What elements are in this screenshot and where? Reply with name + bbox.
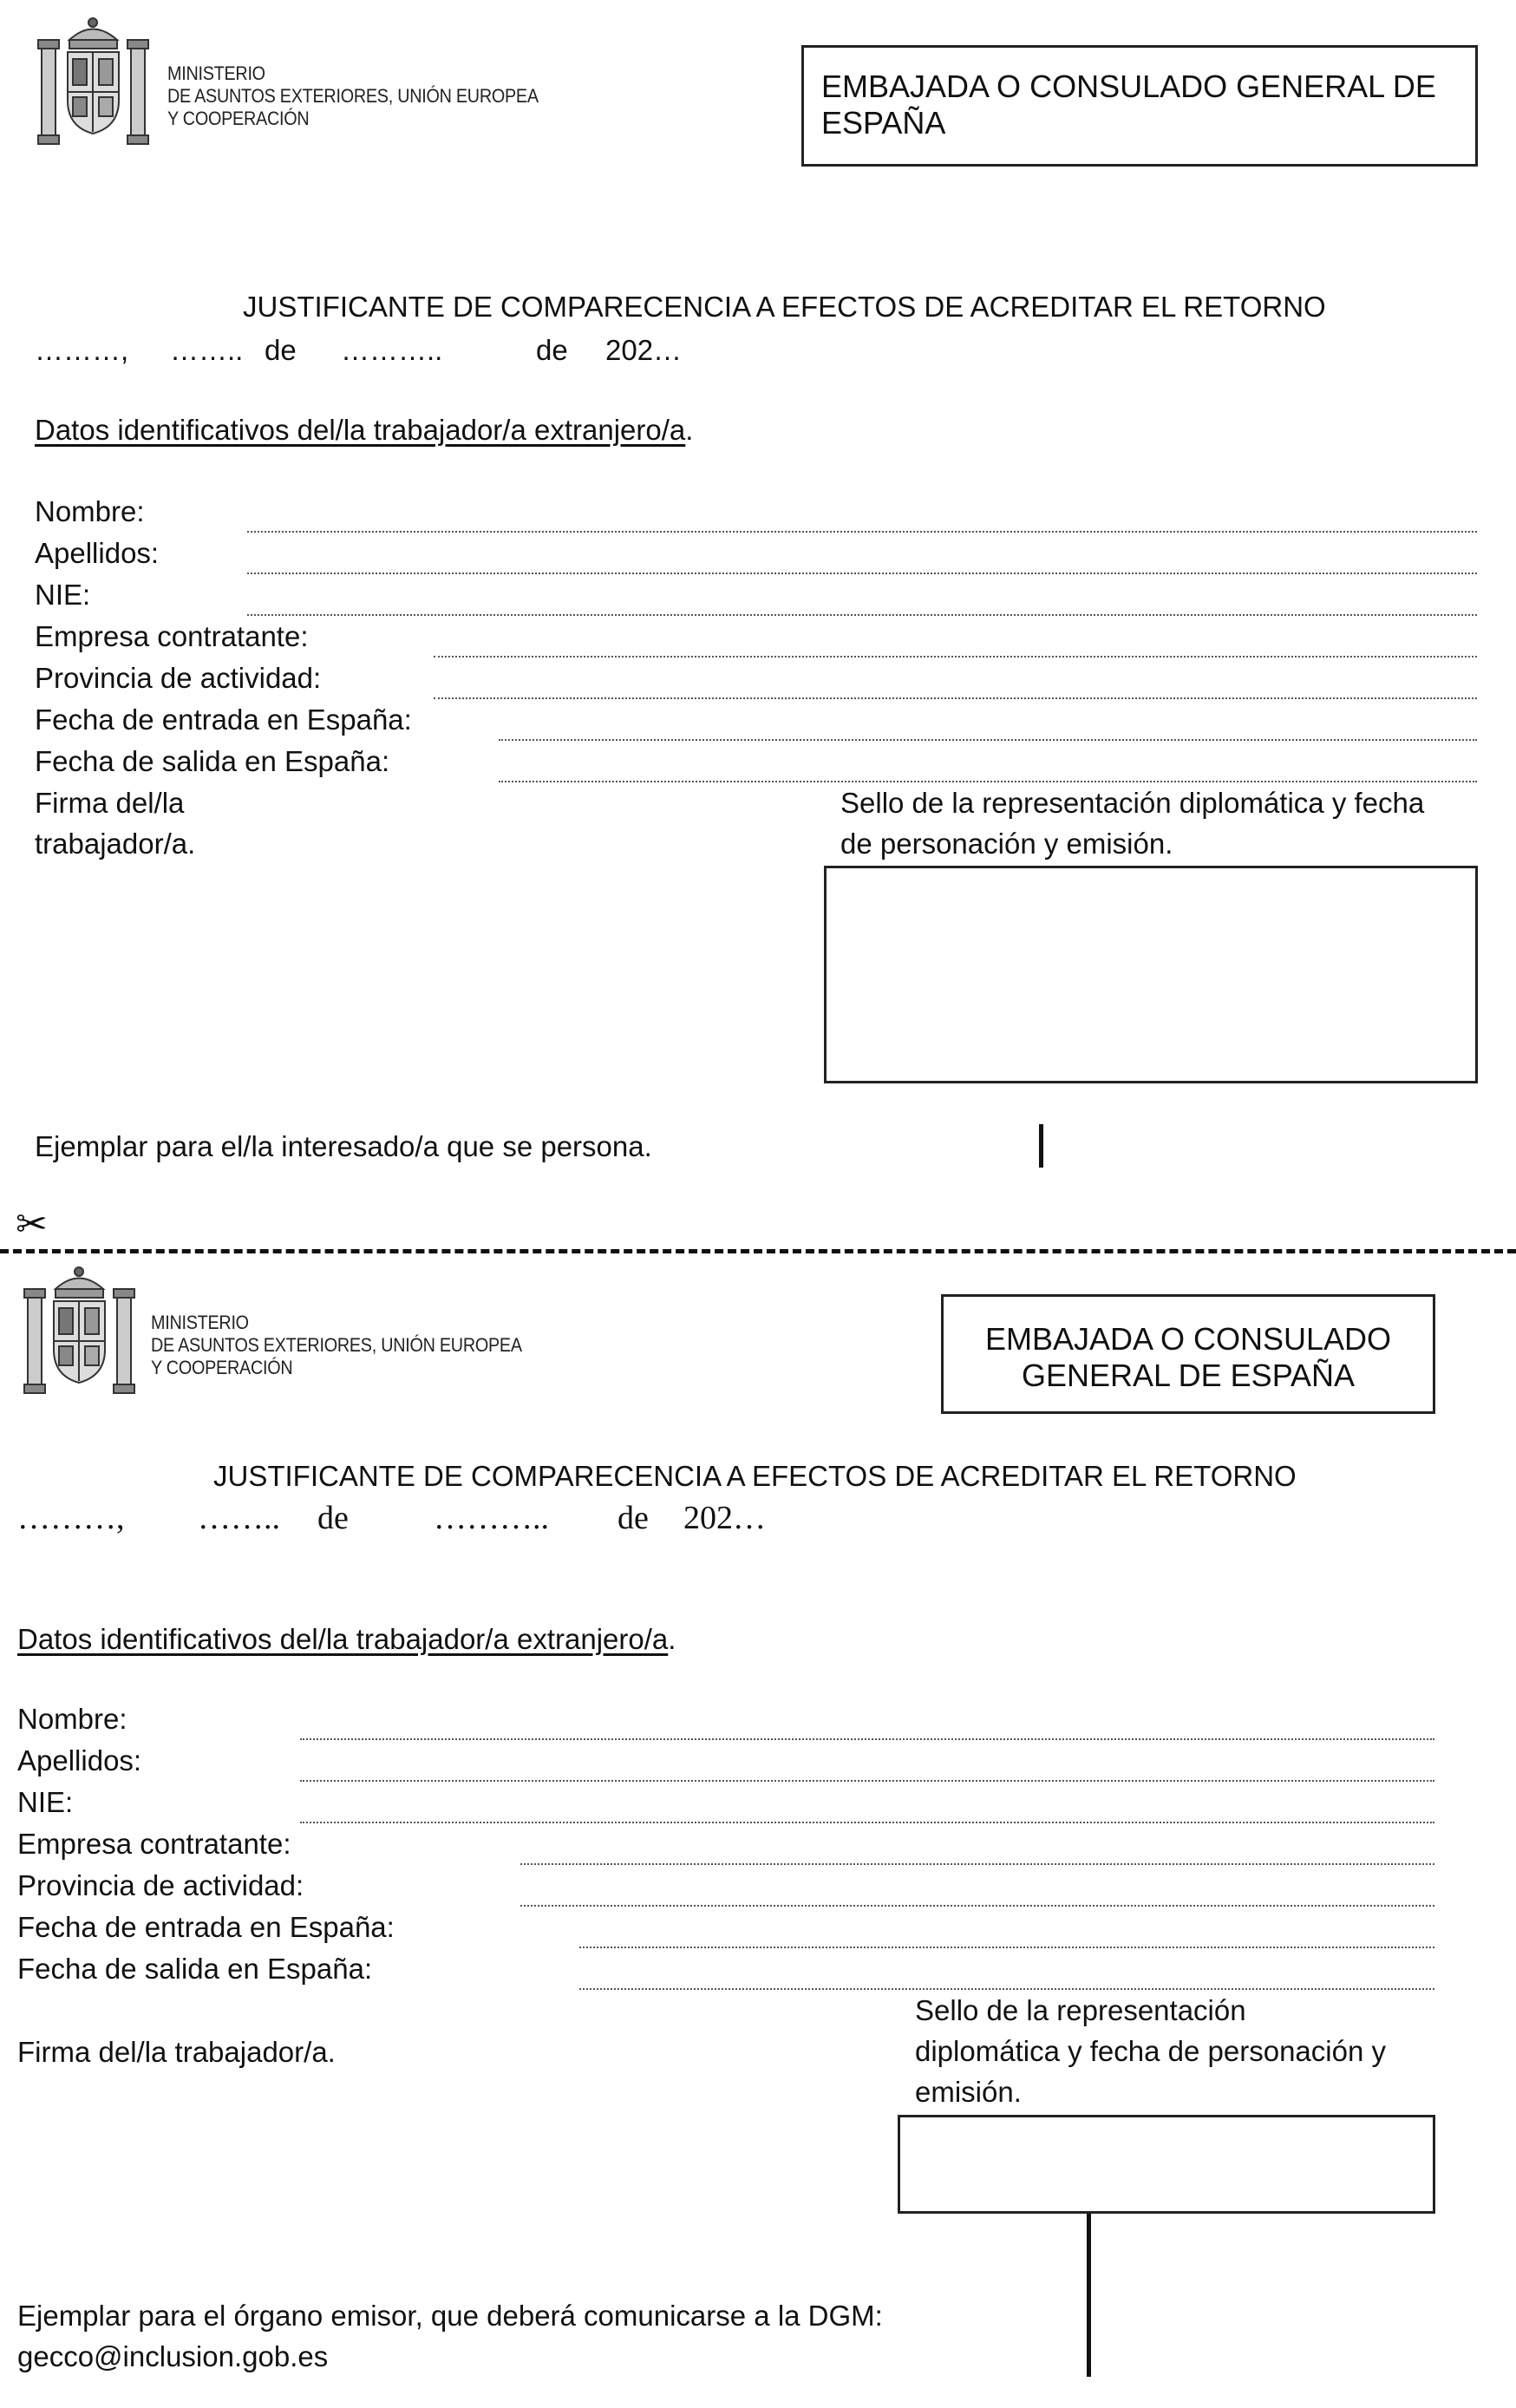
seal-box xyxy=(898,2115,1435,2214)
ministry-line-1: MINISTERIO xyxy=(167,62,265,84)
date-de-2: de xyxy=(536,334,568,366)
section-heading-period: . xyxy=(685,414,694,446)
field-line-fecha-salida[interactable] xyxy=(579,1988,1434,1990)
field-label-provincia: Provincia de actividad: xyxy=(35,662,322,694)
field-line-provincia[interactable] xyxy=(520,1905,1434,1907)
cut-line xyxy=(0,1249,1516,1253)
field-line-nombre[interactable] xyxy=(247,531,1477,533)
signature-label: Firma del/la trabajador/a. xyxy=(17,2036,336,2068)
field-line-fecha-entrada[interactable] xyxy=(579,1947,1434,1948)
field-line-provincia[interactable] xyxy=(434,697,1477,699)
document-title: JUSTIFICANTE DE COMPARECENCIA A EFECTOS DE ACREDITAR EL RETORNO xyxy=(243,291,1326,323)
cursor-mark xyxy=(1039,1124,1043,1168)
field-label-apellidos: Apellidos: xyxy=(17,1744,142,1777)
coat-of-arms-icon xyxy=(21,1263,138,1397)
signature-line-1: Firma del/la xyxy=(35,787,185,819)
field-label-fecha-entrada: Fecha de entrada en España: xyxy=(17,1911,395,1943)
field-label-fecha-salida: Fecha de salida en España: xyxy=(17,1953,373,1985)
date-year: 202… xyxy=(683,1500,766,1536)
embassy-line-2: GENERAL DE ESPAÑA xyxy=(1021,1358,1356,1393)
date-day: …….. xyxy=(170,334,244,366)
section-heading xyxy=(35,413,693,448)
ministry-line-2: DE ASUNTOS EXTERIORES, UNIÓN EUROPEA xyxy=(151,1334,522,1356)
embassy-line-2: ESPAÑA xyxy=(821,105,946,141)
seal-box xyxy=(824,866,1478,1083)
field-line-empresa[interactable] xyxy=(434,656,1477,658)
field-line-nie[interactable] xyxy=(300,1822,1434,1823)
field-line-empresa[interactable] xyxy=(520,1863,1434,1865)
copy-note-email: gecco@inclusion.gob.es xyxy=(17,2340,329,2372)
signature-line-2: trabajador/a. xyxy=(35,828,196,860)
ministry-line-2: DE ASUNTOS EXTERIORES, UNIÓN EUROPEA xyxy=(167,85,539,107)
field-line-fecha-salida[interactable] xyxy=(499,781,1477,782)
embassy-box xyxy=(801,45,1478,167)
seal-label xyxy=(915,1993,1386,2110)
vertical-mark xyxy=(1087,2214,1091,2377)
date-day: …….. xyxy=(198,1500,280,1536)
ministry-line-3: Y COOPERACIÓN xyxy=(167,108,310,129)
section-heading-text: Datos identificativos del/la trabajador/a extranjero/a xyxy=(17,1623,669,1655)
scissors-icon: ✂ xyxy=(16,1203,48,1246)
embassy-line-1: EMBAJADA O CONSULADO GENERAL DE xyxy=(821,69,1436,104)
embassy-box xyxy=(941,1294,1435,1414)
date-de-1: de xyxy=(317,1500,349,1536)
field-label-nie: NIE: xyxy=(17,1786,74,1818)
seal-line-2: diplomática y fecha de personación y xyxy=(915,2035,1386,2067)
seal-label xyxy=(840,786,1424,861)
field-label-fecha-salida: Fecha de salida en España: xyxy=(35,745,390,777)
field-label-nombre: Nombre: xyxy=(17,1703,127,1735)
embassy-line-1: EMBAJADA O CONSULADO xyxy=(984,1321,1392,1357)
document-title: JUSTIFICANTE DE COMPARECENCIA A EFECTOS DE ACREDITAR EL RETORNO xyxy=(213,1460,1297,1492)
copy-note: Ejemplar para el/la interesado/a que se persona. xyxy=(35,1130,652,1162)
seal-line-3: emisión. xyxy=(915,2076,1022,2108)
section-heading-text: Datos identificativos del/la trabajador/a extranjero/a xyxy=(35,414,686,446)
ministry-name xyxy=(167,62,539,130)
date-place: ………, xyxy=(17,1500,125,1536)
field-label-empresa: Empresa contratante: xyxy=(35,620,309,652)
seal-line-1: Sello de la representación xyxy=(915,1994,1246,2026)
coat-of-arms-icon xyxy=(35,14,152,148)
field-label-nie: NIE: xyxy=(35,579,91,611)
section-heading-period: . xyxy=(668,1623,676,1655)
section-heading xyxy=(17,1622,676,1657)
field-line-apellidos[interactable] xyxy=(247,573,1477,574)
seal-line-1: Sello de la representación diplomática y fecha xyxy=(840,787,1425,819)
copy-note-line-1: Ejemplar para el órgano emisor, que deberá comunicarse a la DGM: xyxy=(17,2300,883,2332)
field-label-empresa: Empresa contratante: xyxy=(17,1828,291,1860)
date-month: ……….. xyxy=(434,1500,549,1536)
field-line-nombre[interactable] xyxy=(300,1738,1434,1740)
field-label-provincia: Provincia de actividad: xyxy=(17,1869,304,1901)
signature-label xyxy=(35,786,195,861)
field-line-nie[interactable] xyxy=(247,614,1477,616)
field-line-apellidos[interactable] xyxy=(300,1780,1434,1782)
ministry-name xyxy=(151,1312,522,1379)
date-de-2: de xyxy=(618,1500,649,1536)
field-label-apellidos: Apellidos: xyxy=(35,537,160,569)
seal-line-2: de personación y emisión. xyxy=(840,828,1173,860)
ministry-line-1: MINISTERIO xyxy=(151,1312,249,1333)
date-year: 202… xyxy=(605,334,683,366)
date-place: ………, xyxy=(35,334,129,366)
ministry-line-3: Y COOPERACIÓN xyxy=(151,1357,293,1378)
date-de-1: de xyxy=(265,334,297,366)
field-label-fecha-entrada: Fecha de entrada en España: xyxy=(35,703,412,736)
copy-note xyxy=(17,2299,883,2374)
field-label-nombre: Nombre: xyxy=(35,495,145,527)
field-line-fecha-entrada[interactable] xyxy=(499,739,1477,741)
date-month: ……….. xyxy=(341,334,443,366)
